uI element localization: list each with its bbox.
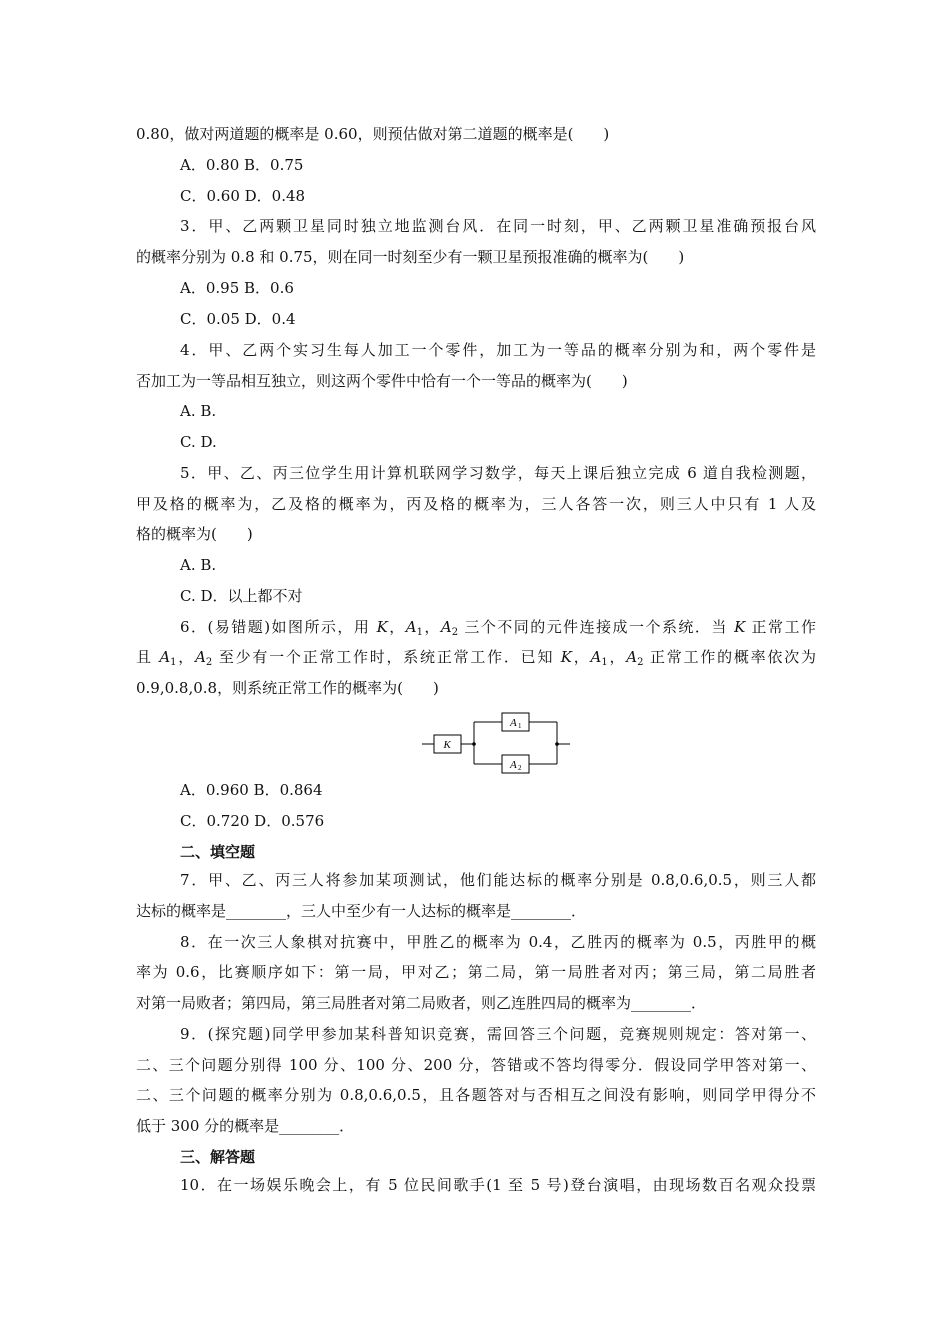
- q6-var-a: A: [440, 618, 452, 636]
- q3-stem-line1: 3．甲、乙两颗卫星同时独立地监测台风．在同一时刻，甲、乙两颗卫星准确预报台风: [180, 217, 816, 235]
- q6-var-a: A: [626, 648, 638, 666]
- q6-var-k: K: [560, 648, 572, 666]
- q6-options-cd: C．0.720 D．0.576: [180, 812, 325, 830]
- q6-text: 三个不同的元件连接成一个系统．当: [458, 618, 735, 636]
- q7-stem-line2: 达标的概率是________，三人中至少有一人达标的概率是________．: [136, 902, 587, 920]
- q9-stem-line2: 二、三个问题分别得 100 分、100 分、200 分，答错或不答均得零分．假设同学甲答对第一、: [136, 1056, 816, 1074]
- q4-options-cd: C. D.: [180, 433, 217, 451]
- q6-var-k: K: [734, 618, 746, 636]
- q10-stem-line1: 10．在一场娱乐晚会上，有 5 位民间歌手(1 至 5 号)登台演唱，由现场数百名观众投票: [180, 1176, 816, 1194]
- junction-dot-left: [472, 742, 476, 746]
- q6-text: ，: [422, 618, 441, 636]
- q5-stem-line2: 甲及格的概率为，乙及格的概率为，丙及格的概率为，三人各答一次，则三人中只有 1 人及: [136, 495, 816, 513]
- circuit-diagram: [420, 706, 580, 776]
- q6-subscript: 2: [637, 657, 644, 668]
- q6-text: 正常工作的概率依次为: [643, 648, 816, 666]
- q6-text: ，: [387, 618, 406, 636]
- q3-options-cd: C．0.05 D．0.4: [180, 310, 296, 328]
- q3-stem-line2: 的概率分别为 0.8 和 0.75，则在同一时刻至少有一颗卫星预报准确的概率为( ): [136, 248, 685, 266]
- q9-stem-line1: 9．(探究题)同学甲参加某科普知识竞赛，需回答三个问题，竞赛规则规定：答对第一、: [180, 1025, 816, 1043]
- q2-options-ab: A．0.80 B．0.75: [180, 156, 304, 174]
- q9-stem-line4: 低于 300 分的概率是________．: [136, 1117, 355, 1135]
- q6-text: 正常工作: [745, 618, 816, 636]
- q6-stem-line2: [136, 647, 816, 667]
- q5-options-cd: C. D．以上都不对: [180, 587, 303, 605]
- label-a1-subscript: 1: [518, 722, 522, 730]
- q6-text: ，: [571, 648, 591, 666]
- q4-stem-line2: 否加工为一等品相互独立，则这两个零件中恰有一个一等品的概率为( ): [136, 372, 628, 390]
- q6-subscript: 1: [416, 627, 423, 638]
- q3-options-ab: A．0.95 B．0.6: [180, 279, 294, 297]
- q6-subscript: 1: [601, 657, 608, 668]
- q8-stem-line2: 率为 0.6，比赛顺序如下：第一局，甲对乙；第二局，第一局胜者对丙；第三局，第二局胜者: [136, 963, 816, 981]
- q9-stem-line3: 二、三个问题的概率分别为 0.8,0.6,0.5，且各题答对与否相互之间没有影响，则同学甲得分不: [136, 1086, 816, 1104]
- q6-var-a: A: [195, 648, 206, 666]
- q6-text: 至少有一个正常工作时，系统正常工作．已知: [212, 648, 561, 666]
- q6-stem-line1: [180, 617, 816, 637]
- q5-options-ab: A. B.: [180, 556, 217, 574]
- q2-options-cd: C．0.60 D．0.48: [180, 187, 306, 205]
- q2-stem-continuation: 0.80，做对两道题的概率是 0.60，则预估做对第二道题的概率是( ): [136, 125, 610, 143]
- q5-stem-line3: 格的概率为( ): [136, 525, 253, 543]
- q6-stem-line3: 0.9,0.8,0.8，则系统正常工作的概率为( ): [136, 679, 439, 697]
- q6-text: 6．(易错题)如图所示，用: [180, 618, 377, 636]
- q6-text: 且: [136, 648, 160, 666]
- q6-subscript: 1: [170, 657, 177, 668]
- q8-stem-line1: 8．在一次三人象棋对抗赛中，甲胜乙的概率为 0.4，乙胜丙的概率为 0.5，丙胜甲的概: [180, 933, 816, 951]
- q5-stem-line1: 5．甲、乙、丙三位学生用计算机联网学习数学，每天上课后独立完成 6 道自我检测题，: [180, 464, 816, 482]
- q6-var-a: A: [159, 648, 171, 666]
- section-fill-in-heading: 二、填空题: [180, 843, 256, 861]
- q6-var-a: A: [590, 648, 602, 666]
- q6-subscript: 2: [205, 657, 213, 668]
- junction-dot-right: [555, 742, 559, 746]
- q8-stem-line3: 对第一局败者；第四局，第三局胜者对第二局败者，则乙连胜四局的概率为________．: [136, 994, 707, 1012]
- label-a2-subscript: 2: [518, 764, 522, 772]
- q4-options-ab: A. B.: [180, 402, 217, 420]
- q6-options-ab: A．0.960 B．0.864: [180, 781, 323, 799]
- section-answer-heading: 三、解答题: [180, 1148, 256, 1166]
- q7-stem-line1: 7．甲、乙、丙三人将参加某项测试，他们能达标的概率分别是 0.8,0.6,0.5，则三人都: [180, 871, 816, 889]
- q6-var-k: K: [376, 618, 388, 636]
- q6-text: ，: [607, 648, 627, 666]
- q4-stem-line1: 4．甲、乙两个实习生每人加工一个零件，加工为一等品的概率分别为和，两个零件是: [180, 341, 816, 359]
- q6-var-a: A: [405, 618, 417, 636]
- q6-subscript: 2: [451, 627, 459, 638]
- label-a1: A: [510, 717, 517, 729]
- q6-text: ，: [176, 648, 196, 666]
- label-k: K: [443, 739, 451, 751]
- label-a2: A: [510, 759, 517, 771]
